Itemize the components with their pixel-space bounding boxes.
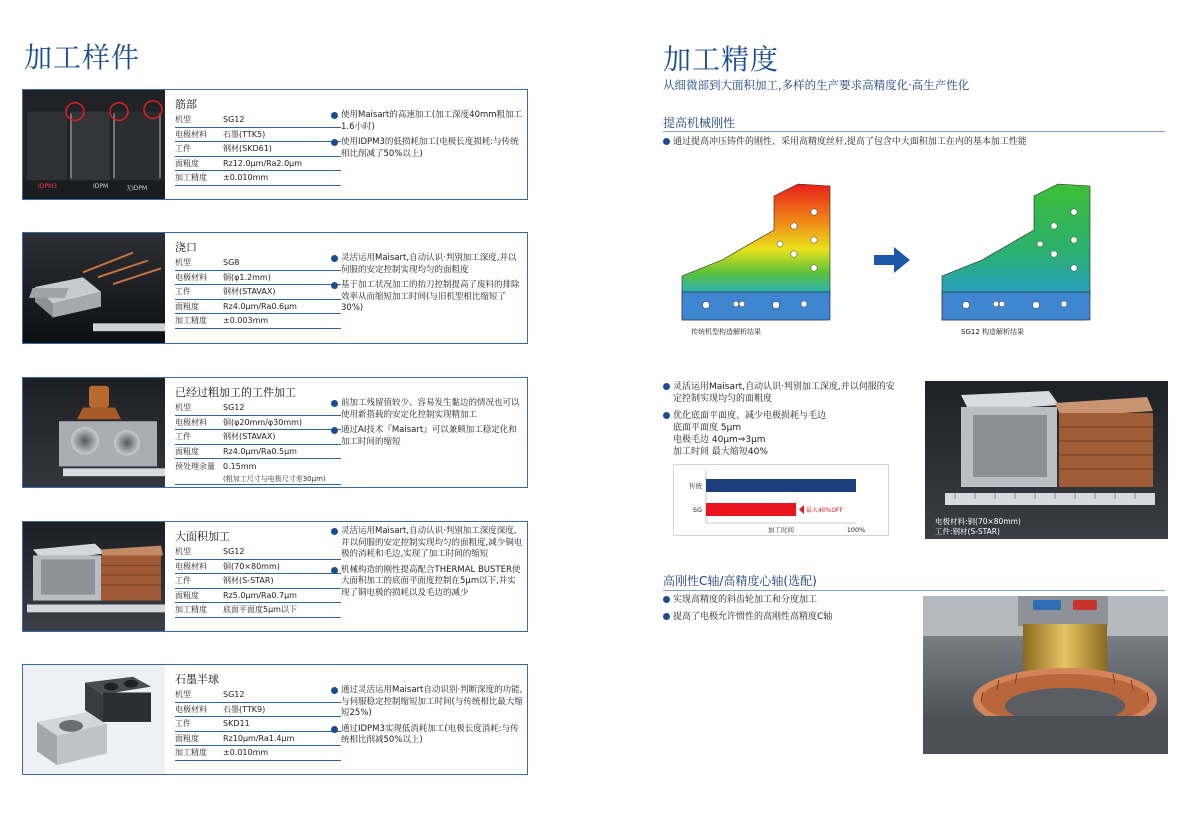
- spec-key: 电极材料: [175, 129, 207, 139]
- spec-row: [175, 416, 341, 431]
- fea-diagram-conventional: [676, 180, 836, 330]
- spec-value: 铜(φ20mm/φ30mm): [223, 417, 303, 427]
- spec-row: [175, 703, 341, 718]
- sample-card-graphite-hemisphere: [22, 664, 528, 775]
- bullet-text: 通过IDPM3实现低消耗加工(电极长度消耗:与传统相比削减50%以上): [341, 723, 519, 745]
- bullet-dot-icon: [331, 528, 338, 535]
- bullet-dot-icon: [331, 139, 338, 146]
- left-page-title: 加工样件: [24, 41, 141, 74]
- spec-table: [175, 528, 341, 618]
- bullet-text: 使用Maisart的高速加工(加工深度40mm粗加工 1.6小时): [341, 110, 523, 132]
- bullet-text: 通过AI技术『Maisart』可以兼顾加工稳定化和加工时间的缩短: [341, 425, 517, 447]
- sample-bullets: [331, 110, 523, 164]
- sample-photo-large-area: [23, 522, 165, 631]
- spec-row: [175, 717, 341, 732]
- arrow-right-icon: [874, 247, 910, 273]
- chart-arrow-left-icon: [799, 505, 804, 514]
- spec-table: [175, 384, 341, 485]
- spec-key: 加工精度: [175, 316, 207, 326]
- spec-row: [175, 589, 341, 604]
- spec-value: ±0.003mm: [223, 316, 269, 326]
- spec-row: [175, 271, 341, 286]
- bullet-dot-icon: [331, 400, 338, 407]
- spec-table: [175, 96, 341, 186]
- bullet-item: [331, 685, 523, 720]
- bullet-text: 机械构造的刚性提高配合THERMAL BUSTER使大面积加工的底面平面度控制在5μm以下,并实现了铜电极的损耗以及毛边的减少: [341, 564, 521, 598]
- spec-row: [175, 142, 341, 157]
- section-heading-rigidity: 提高机械刚性: [663, 116, 736, 130]
- bullet-item: [663, 594, 913, 606]
- bullet-text: 灵活运用Maisart,自动认识·判别加工深度,并以伺服的安定控制实现均匀的面粗度: [673, 382, 895, 404]
- spec-key: 工件: [175, 144, 191, 154]
- bullet-text: 灵活运用Maisart,自动认识·判别加工深度,并以伺服的安定控制实现均匀的面粗度: [341, 253, 517, 275]
- bullet-dot-icon: [331, 112, 338, 119]
- spec-value: 钢材(STAVAX): [223, 432, 276, 442]
- spec-value: Rz12.0μm/Ra2.0μm: [223, 158, 303, 168]
- spec-row: [175, 459, 341, 474]
- spec-value: Rz10μm/Ra1.4μm: [223, 733, 295, 743]
- sample-bullets: [331, 398, 523, 452]
- spec-key: 加工精度: [175, 173, 207, 183]
- spec-row: [175, 445, 341, 460]
- spec-key: 面粗度: [175, 158, 199, 168]
- spec-key: 工件: [175, 287, 191, 297]
- spec-value: 钢材(STAVAX): [223, 287, 276, 297]
- spec-row: [175, 256, 341, 271]
- spec-table: [175, 239, 341, 329]
- chart-bar-sg: [706, 503, 796, 516]
- sample-title: 石墨半球: [175, 673, 219, 686]
- machining-time-chart-svg: [674, 465, 888, 535]
- spec-key: 电极材料: [175, 704, 207, 714]
- spec-row: [175, 746, 341, 761]
- spec-row: [175, 113, 341, 128]
- spec-row: [175, 128, 341, 143]
- sample-photo-ribs: [23, 90, 165, 199]
- bullet-dot-icon: [331, 255, 338, 262]
- spec-value: 石墨(TTK9): [223, 704, 266, 714]
- photo-label-no-idpm: 无IDPM: [126, 185, 148, 192]
- bullet-text: 优化底面平面度、减少电极损耗与毛边: [673, 411, 827, 421]
- bullet-text: 通过提高冲压铸件的刚性、采用高精度丝杆,提高了包含中大面积加工在内的基本加工性能: [673, 137, 1027, 147]
- spec-row: [175, 574, 341, 589]
- left-page: [0, 0, 596, 813]
- spec-key: 机型: [175, 258, 191, 268]
- spec-key: 面粗度: [175, 301, 199, 311]
- photo-label-idpm: IDPM: [93, 183, 109, 190]
- spec-value: 铜(70×80mm): [223, 561, 280, 571]
- spec-key: 工件: [175, 432, 191, 442]
- bullet-item: [331, 137, 523, 160]
- photo-caption-line: 电极材料:铜(70×80mm): [935, 517, 1021, 526]
- bullet-text: 基于加工状况加工的抬刀控制提高了废料的排除效率从而缩短加工时间(与旧机型相比缩短了30%): [341, 280, 520, 313]
- spec-row: [175, 688, 341, 703]
- bullet-dot-icon: [663, 596, 670, 603]
- machining-time-chart: [673, 464, 889, 536]
- bullet-item: [331, 425, 523, 448]
- spec-key: 面粗度: [175, 446, 199, 456]
- bullet-dot-icon: [331, 427, 338, 434]
- bullet-item: [663, 410, 903, 422]
- spec-key: 预处理余量: [175, 461, 215, 471]
- bullet-item: [663, 136, 1163, 148]
- spec-key: 面粗度: [175, 733, 199, 743]
- spec-row: [175, 545, 341, 560]
- bullet-text: 提高了电极允许惯性的高刚性高精度C轴: [673, 612, 833, 622]
- bullet-item: [331, 280, 523, 315]
- spec-key: 加工精度: [175, 605, 207, 615]
- photo-label-idpm3: IDPM3: [38, 183, 58, 190]
- spec-key: 工件: [175, 719, 191, 729]
- bullet-text: 前加工残留值较少、容易发生黏边的情况也可以使用新搭载的安定化控制实现精加工: [341, 398, 520, 420]
- spec-value: SKD11: [223, 719, 250, 729]
- fea-caption-sg12: SG12 构造解析结果: [961, 328, 1024, 336]
- chart-bar-conventional: [706, 479, 856, 492]
- bullet-item: [331, 526, 523, 561]
- sample-title: 已经过粗加工的工件加工: [175, 386, 296, 399]
- fea-diagram-sg12: [936, 180, 1096, 330]
- spec-value: 0.15mm: [223, 461, 257, 471]
- spec-value: Rz4.0μm/Ra0.5μm: [223, 446, 297, 456]
- spec-value: 钢材(S-STAR): [223, 576, 274, 586]
- spec-key: 机型: [175, 115, 191, 125]
- chart-category-label: SG: [692, 506, 702, 514]
- spec-row: [175, 285, 341, 300]
- spec-note: (粗加工尺寸与电极尺寸差30μm): [175, 474, 341, 485]
- bullet-dot-icon: [663, 138, 670, 145]
- sample-card-large-area: [22, 521, 528, 632]
- sample-bullets: [331, 685, 523, 751]
- spec-line-flatness: 底面平面度 5μm: [673, 423, 742, 433]
- photo-c-axis-gear: [923, 596, 1168, 754]
- photo-electrode-workpiece: [925, 381, 1168, 539]
- photo-caption-line: 工件:钢材(S-STAR): [935, 527, 1000, 536]
- spec-value: 铜(φ1.2mm): [223, 272, 271, 282]
- bullet-item: [663, 381, 903, 405]
- spec-row: [175, 171, 341, 186]
- sample-title: 大面积加工: [175, 530, 230, 543]
- bullet-dot-icon: [331, 726, 338, 733]
- spec-table: [175, 671, 341, 761]
- section-rule: [663, 131, 1165, 132]
- sample-photo-graphite-hemisphere: [23, 665, 165, 774]
- right-page-subtitle: 从细微部到大面积加工,多样的生产要求高精度化·高生产性化: [663, 78, 970, 92]
- bullet-dot-icon: [331, 687, 338, 694]
- spec-row: [175, 300, 341, 315]
- chart-category-label: 传统: [689, 482, 702, 490]
- sample-card-gate: [22, 232, 528, 344]
- spec-key: 电极材料: [175, 417, 207, 427]
- bullet-item: [331, 565, 523, 600]
- spec-value: SG8: [223, 258, 240, 268]
- spec-value: 钢材(SKD61): [223, 144, 272, 154]
- bullet-dot-icon: [331, 282, 338, 289]
- spec-value: 底面平面度5μm以下: [223, 605, 297, 615]
- bullet-dot-icon: [663, 613, 670, 620]
- spec-row: [175, 560, 341, 575]
- bullet-text: 通过灵活运用Maisart自动识别·判断深度的功能,与伺服稳定控制缩短加工时间(与传统相比最大缩短25%): [341, 685, 523, 718]
- sample-title: 筋部: [175, 98, 197, 111]
- section-rule: [663, 590, 1165, 591]
- section-heading-c-axis: 高刚性C轴/高精度心轴(选配): [663, 574, 817, 588]
- right-page: [596, 0, 1200, 813]
- spec-row: [175, 732, 341, 747]
- photo-caption: [935, 517, 1021, 537]
- spec-value: SG12: [223, 547, 245, 557]
- sample-photo-prerough: [23, 378, 165, 487]
- spec-key: 加工精度: [175, 748, 207, 758]
- spec-value: 石墨(TTK5): [223, 129, 266, 139]
- fea-caption-conventional: 传统机型构造解析结果: [691, 328, 761, 336]
- spec-value: Rz4.0μm/Ra0.6μm: [223, 301, 297, 311]
- bullet-item: [331, 724, 523, 747]
- sample-card-ribs: [22, 89, 528, 200]
- bullet-text: 灵活运用Maisart,自动认识·判别加工深度深度,并以伺服的安定控制实现均匀的面粗度,减少铜电极的消耗和毛边,实现了加工时间的缩短: [341, 526, 523, 559]
- sample-title: 浇口: [175, 241, 197, 254]
- spec-key: 机型: [175, 403, 191, 413]
- bullet-item: [331, 253, 523, 276]
- bullet-text: 使用IDPM3的低损耗加工(电极长度损耗:与传统相比削减了50%以上): [341, 137, 519, 159]
- bullet-item: [331, 398, 523, 421]
- spec-value: SG12: [223, 403, 245, 413]
- bullet-dot-icon: [663, 383, 670, 390]
- spec-value: SG12: [223, 690, 245, 700]
- spec-line-burr: 电极毛边 40μm⇒3μm: [673, 435, 766, 445]
- spec-key: 工件: [175, 576, 191, 586]
- spec-line-time: 加工时间 最大缩短40%: [673, 447, 768, 457]
- chart-annotation: 最大40%OFF: [806, 507, 843, 514]
- spec-row: [175, 157, 341, 172]
- sample-bullets: [331, 526, 523, 603]
- spec-value: Rz5.0μm/Ra0.7μm: [223, 590, 297, 600]
- spec-row: [175, 430, 341, 445]
- right-page-title: 加工精度: [663, 43, 780, 76]
- spec-key: 面粗度: [175, 590, 199, 600]
- sample-photo-gate: [23, 233, 165, 343]
- spec-key: 机型: [175, 690, 191, 700]
- spec-value: SG12: [223, 115, 245, 125]
- spec-value: ±0.010mm: [223, 173, 269, 183]
- sample-card-prerough: [22, 377, 528, 488]
- bullet-dot-icon: [331, 567, 338, 574]
- chart-x-label: 加工时间: [768, 526, 794, 534]
- spec-key: 机型: [175, 547, 191, 557]
- spec-row: [175, 314, 341, 329]
- bullet-item: [331, 110, 523, 133]
- bullet-item: [663, 611, 913, 623]
- spec-row: [175, 603, 341, 618]
- bullet-text: 实现高精度的斜齿轮加工和分度加工: [673, 595, 818, 605]
- spec-key: 电极材料: [175, 561, 207, 571]
- spec-value: ±0.010mm: [223, 748, 269, 758]
- chart-x-max-label: 100%: [846, 526, 866, 534]
- spec-key: 电极材料: [175, 272, 207, 282]
- spec-row: [175, 401, 341, 416]
- sample-bullets: [331, 253, 523, 319]
- bullet-dot-icon: [663, 412, 670, 419]
